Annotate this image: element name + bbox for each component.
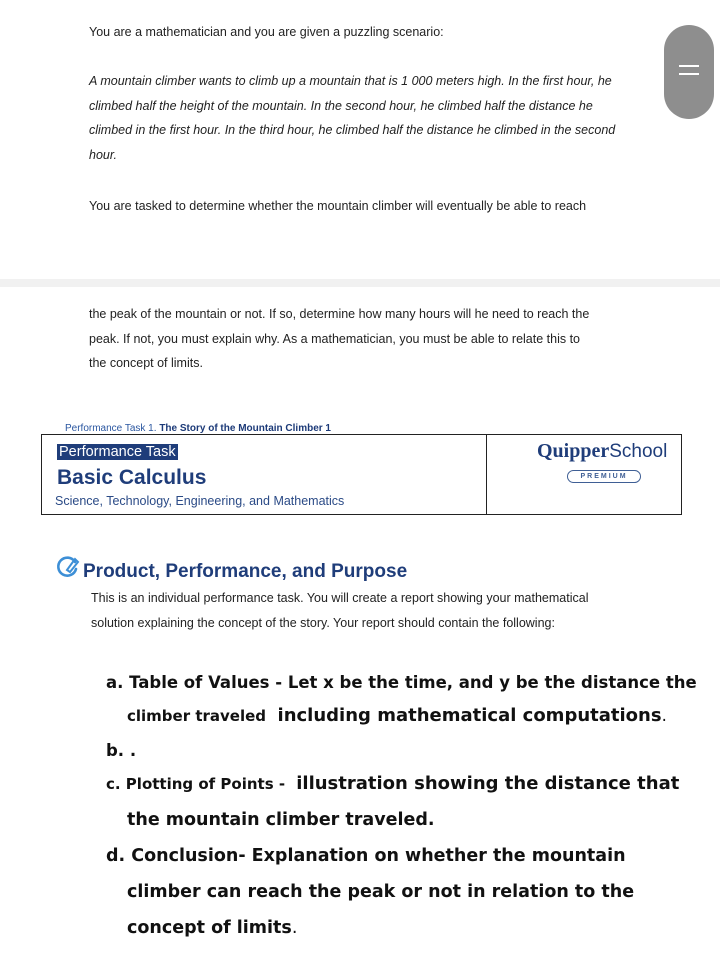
- caption-prefix: Performance Task 1.: [65, 423, 157, 434]
- task-line: the concept of limits.: [89, 356, 203, 370]
- section-title: Product, Performance, and Purpose: [83, 561, 408, 582]
- description-line: solution explaining the concept of the story. Your report should contain the following:: [91, 615, 555, 630]
- scenario-line: hour.: [89, 147, 118, 162]
- list-item-c-continued: the mountain climber traveled.: [127, 810, 435, 830]
- premium-badge: PREMIUM: [567, 470, 641, 483]
- intro-text: You are a mathematician and you are given a puzzling scenario:: [89, 25, 444, 39]
- handle-grip-icon: [679, 73, 699, 75]
- list-item-d-end: concept of limits.: [127, 918, 298, 938]
- page-divider: [0, 279, 720, 287]
- task-text: You are tasked to determine whether the mountain climber will eventually be able to reach: [89, 199, 587, 213]
- list-item-a-continued: climber traveled including mathematical computations.: [127, 705, 667, 726]
- quipper-logo: QuipperSchool: [537, 440, 668, 462]
- task-continued-paragraph: [89, 302, 659, 376]
- handle-grip-icon: [679, 65, 699, 67]
- list-item-c: c. Plotting of Points - illustration showing the distance that: [106, 773, 680, 794]
- caption-title: The Story of the Mountain Climber 1: [159, 423, 331, 434]
- task-line: peak. If not, you must explain why. As a mathematician, you must be able to relate this to: [89, 331, 580, 346]
- section-description: [91, 586, 671, 635]
- task-line: the peak of the mountain or not. If so, determine how many hours will he need to reach the: [89, 307, 590, 321]
- task-header: [41, 434, 682, 515]
- performance-task-label: Performance Task: [59, 444, 176, 460]
- scenario-line: climbed in the first hour. In the third hour, he climbed half the distance he climbed in the second: [89, 123, 616, 137]
- header-separator: [486, 435, 487, 514]
- pencil-circle-icon: [56, 555, 80, 579]
- list-item-a: a. Table of Values - Let x be the time, and y be the distance the: [106, 673, 697, 692]
- figure-caption: [65, 423, 331, 434]
- list-item-d: d. Conclusion- Explanation on whether the mountain: [106, 846, 626, 866]
- scenario-line: A mountain climber wants to climb up a mountain that is 1 000 meters high. In the first hour, he: [89, 74, 612, 88]
- scenario-paragraph: [89, 69, 659, 167]
- scenario-line: climbed half the height of the mountain. In the second hour, he climbed half the distance he: [89, 98, 593, 113]
- course-title: Basic Calculus: [57, 466, 207, 489]
- description-line: This is an individual performance task. You will create a report showing your mathematical: [91, 591, 589, 605]
- strand-text: Science, Technology, Engineering, and Mathematics: [55, 494, 345, 508]
- list-item-d-continued: climber can reach the peak or not in relation to the: [127, 882, 635, 902]
- list-item-b: b. .: [106, 741, 137, 760]
- scroll-handle[interactable]: [664, 25, 714, 119]
